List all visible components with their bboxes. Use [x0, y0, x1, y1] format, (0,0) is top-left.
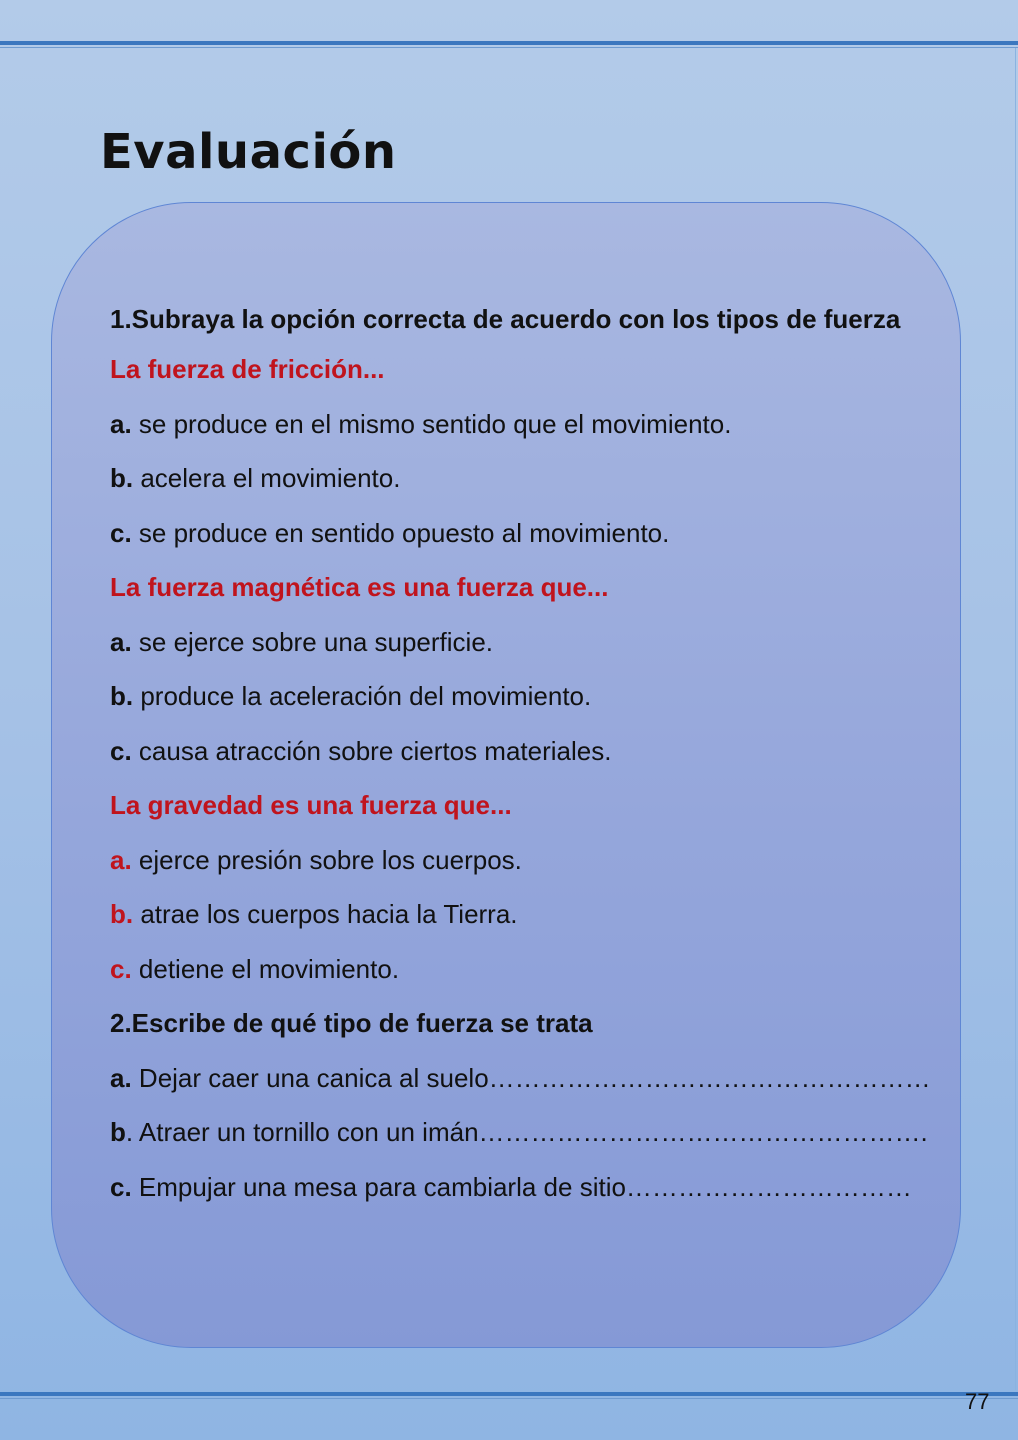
option-letter: a.	[110, 626, 132, 657]
section1-heading: 1.Subraya la opción correcta de acuerdo con los tipos de fuerza	[110, 304, 901, 334]
question1-option-a	[110, 409, 910, 439]
option-text: ejerce presión sobre los cuerpos.	[131, 844, 522, 875]
item-letter: a.	[110, 1062, 132, 1093]
option-letter: b.	[110, 899, 134, 929]
question3-prompt: La gravedad es una fuerza que...	[110, 790, 512, 820]
option-text: detiene el movimiento.	[131, 953, 400, 984]
question2-prompt: La fuerza magnética es una fuerza que...	[110, 572, 609, 602]
top-rule	[0, 41, 1018, 48]
option-text: se produce en el mismo sentido que el movimiento.	[131, 408, 732, 439]
item-letter: c.	[110, 1171, 132, 1202]
item-text: . Atraer un tornillo con un imán…………………………………………….	[125, 1117, 928, 1147]
question3-option-b	[110, 899, 910, 929]
option-text: atrae los cuerpos hacia la Tierra.	[133, 899, 518, 929]
evaluation-card	[51, 202, 961, 1348]
option-text: se ejerce sobre una superficie.	[131, 626, 493, 657]
option-letter: c.	[110, 953, 132, 984]
question3-option-c	[110, 954, 910, 984]
evaluation-content	[110, 299, 931, 1226]
section2-item-b	[110, 1117, 928, 1147]
option-letter: a.	[110, 844, 132, 875]
question1-option-b	[110, 463, 910, 493]
item-text: Dejar caer una canica al suelo……………………………………………	[131, 1062, 931, 1093]
option-text: se produce en sentido opuesto al movimiento.	[131, 517, 670, 548]
section2-item-a	[110, 1062, 931, 1093]
option-letter: c.	[110, 735, 132, 766]
question3-option-a	[110, 845, 910, 875]
item-text: Empujar una mesa para cambiarla de sitio……………………………	[131, 1171, 912, 1202]
bottom-rule	[0, 1392, 1018, 1399]
question2-option-c	[110, 736, 910, 766]
option-text: causa atracción sobre ciertos materiales.	[131, 735, 612, 766]
page-title: Evaluación	[100, 124, 397, 180]
option-letter: a.	[110, 408, 132, 439]
item-letter: b	[110, 1117, 126, 1147]
option-letter: b.	[110, 681, 134, 711]
section2-item-c	[110, 1172, 910, 1202]
option-letter: b.	[110, 463, 134, 493]
side-line	[1015, 48, 1016, 1390]
question1-option-c	[110, 518, 910, 548]
question2-option-b	[110, 681, 910, 711]
page-number: 77	[965, 1389, 990, 1414]
option-letter: c.	[110, 517, 132, 548]
question1-prompt: La fuerza de fricción...	[110, 354, 385, 384]
option-text: acelera el movimiento.	[133, 463, 401, 493]
section2-heading: 2.Escribe de qué tipo de fuerza se trata	[110, 1008, 593, 1038]
question2-option-a	[110, 627, 910, 657]
option-text: produce la aceleración del movimiento.	[133, 681, 592, 711]
